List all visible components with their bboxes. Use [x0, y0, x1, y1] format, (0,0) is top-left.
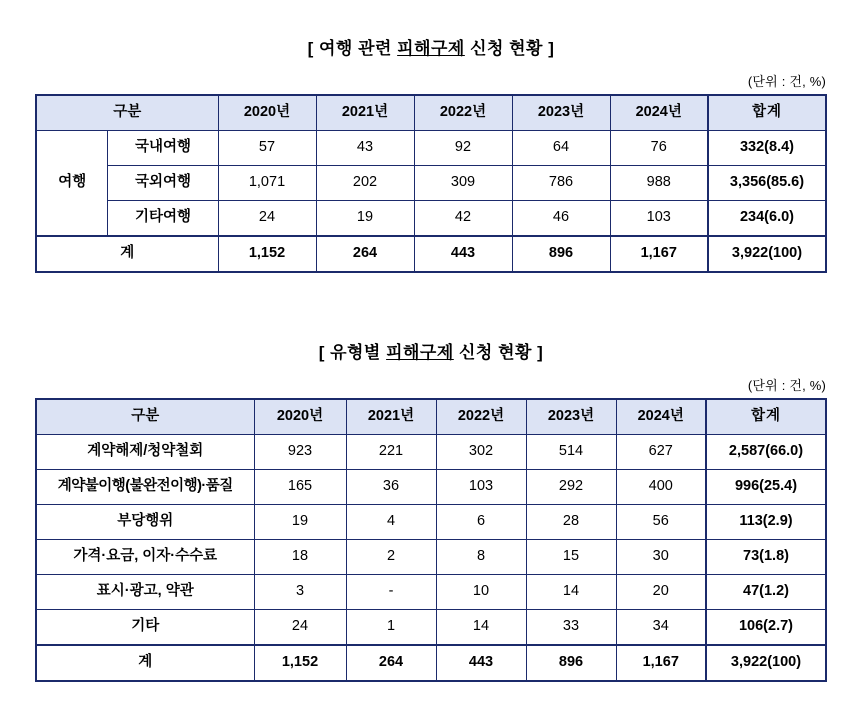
table-row	[36, 610, 826, 646]
cell-sum-2020: 1,152	[218, 236, 316, 272]
cell-contract-cancel-2021: 221	[346, 435, 436, 470]
cell-price-fee-total: 73(1.8)	[706, 540, 826, 575]
title-text-1: 여행 관련	[319, 39, 398, 58]
section-2-unit-note: (단위 : 건, %)	[747, 378, 826, 393]
cell-domestic-2021: 43	[316, 131, 414, 166]
cell-sum-2023: 896	[512, 236, 610, 272]
cell-domestic-total: 332(8.4)	[708, 131, 826, 166]
cell-overseas-2024: 988	[610, 166, 708, 201]
cell-nonperformance-2022: 103	[436, 470, 526, 505]
header-cell-2020: 2020년	[218, 95, 316, 131]
cell-labeling-ads-2022: 10	[436, 575, 526, 610]
cell-contract-cancel-2023: 514	[526, 435, 616, 470]
cell-nonperformance-2021: 36	[346, 470, 436, 505]
cell-overseas-2021: 202	[316, 166, 414, 201]
section-2-title	[0, 338, 862, 363]
table-header-row	[36, 399, 826, 435]
header-cell-2021: 2021년	[316, 95, 414, 131]
cell-sum-2022: 443	[414, 236, 512, 272]
cell-contract-cancel-2020: 923	[254, 435, 346, 470]
cell-etc-2024: 34	[616, 610, 706, 646]
header-cell-2023: 2023년	[512, 95, 610, 131]
table-row	[36, 505, 826, 540]
cell-price-fee-2024: 30	[616, 540, 706, 575]
cell-price-fee-2021: 2	[346, 540, 436, 575]
cell-price-fee-2023: 15	[526, 540, 616, 575]
cell-price-fee-2020: 18	[254, 540, 346, 575]
row-label-etc: 기타	[36, 610, 254, 646]
cell-etc-2021: 1	[346, 610, 436, 646]
row-label-sum-2: 계	[36, 645, 254, 681]
cell-sum2-total: 3,922(100)	[706, 645, 826, 681]
table-header-row	[36, 95, 826, 131]
cell-nonperformance-2020: 165	[254, 470, 346, 505]
group-label-travel: 여행	[36, 131, 108, 237]
cell-sum2-2024: 1,167	[616, 645, 706, 681]
cell-unfair-act-total: 113(2.9)	[706, 505, 826, 540]
cell-other-travel-2020: 24	[218, 201, 316, 237]
row-label-labeling-ads: 표시·광고, 약관	[36, 575, 254, 610]
cell-other-travel-2022: 42	[414, 201, 512, 237]
cell-domestic-2023: 64	[512, 131, 610, 166]
header-cell-2023-2: 2023년	[526, 399, 616, 435]
table-row	[36, 470, 826, 505]
type-relief-table-body	[36, 435, 826, 682]
cell-sum2-2023: 896	[526, 645, 616, 681]
cell-etc-2022: 14	[436, 610, 526, 646]
row-label-domestic: 국내여행	[108, 131, 218, 166]
title-text-4: 신청 현황	[453, 343, 532, 362]
title-bracket-open-2: [	[318, 343, 331, 362]
cell-labeling-ads-2021: -	[346, 575, 436, 610]
cell-overseas-2022: 309	[414, 166, 512, 201]
row-label-price-fee: 가격·요금, 이자·수수료	[36, 540, 254, 575]
cell-price-fee-2022: 8	[436, 540, 526, 575]
row-label-other-travel: 기타여행	[108, 201, 218, 237]
table-row	[36, 540, 826, 575]
cell-sum-2021: 264	[316, 236, 414, 272]
row-label-overseas: 국외여행	[108, 166, 218, 201]
row-label-nonperformance: 계약불이행(불완전이행)·품질	[36, 470, 254, 505]
header-cell-2024: 2024년	[610, 95, 708, 131]
row-label-unfair-act: 부당행위	[36, 505, 254, 540]
cell-etc-total: 106(2.7)	[706, 610, 826, 646]
cell-labeling-ads-2020: 3	[254, 575, 346, 610]
cell-etc-2023: 33	[526, 610, 616, 646]
header-cell-total-2: 합계	[706, 399, 826, 435]
table-row	[36, 166, 826, 201]
cell-contract-cancel-2022: 302	[436, 435, 526, 470]
cell-domestic-2022: 92	[414, 131, 512, 166]
cell-sum2-2021: 264	[346, 645, 436, 681]
cell-overseas-2023: 786	[512, 166, 610, 201]
section-type-relief	[0, 338, 862, 682]
header-cell-2022-2: 2022년	[436, 399, 526, 435]
title-bracket-close-2: ]	[531, 343, 544, 362]
title-underlined-1: 피해구제	[397, 39, 465, 58]
cell-sum2-2022: 443	[436, 645, 526, 681]
table-sum-row	[36, 645, 826, 681]
cell-labeling-ads-total: 47(1.2)	[706, 575, 826, 610]
cell-unfair-act-2023: 28	[526, 505, 616, 540]
cell-overseas-2020: 1,071	[218, 166, 316, 201]
cell-sum2-2020: 1,152	[254, 645, 346, 681]
cell-other-travel-2023: 46	[512, 201, 610, 237]
header-cell-total: 합계	[708, 95, 826, 131]
table-row	[36, 131, 826, 166]
cell-unfair-act-2022: 6	[436, 505, 526, 540]
cell-domestic-2024: 76	[610, 131, 708, 166]
header-cell-category: 구분	[36, 95, 218, 131]
row-label-sum: 계	[36, 236, 218, 272]
header-cell-2021-2: 2021년	[346, 399, 436, 435]
cell-unfair-act-2024: 56	[616, 505, 706, 540]
cell-contract-cancel-total: 2,587(66.0)	[706, 435, 826, 470]
section-1-title	[0, 34, 862, 59]
section-travel-relief	[0, 34, 862, 273]
cell-other-travel-total: 234(6.0)	[708, 201, 826, 237]
title-text-2: 신청 현황	[464, 39, 543, 58]
cell-other-travel-2021: 19	[316, 201, 414, 237]
header-cell-2024-2: 2024년	[616, 399, 706, 435]
type-relief-table	[35, 398, 827, 682]
title-text-3: 유형별	[330, 343, 387, 362]
cell-overseas-total: 3,356(85.6)	[708, 166, 826, 201]
travel-relief-table	[35, 94, 827, 273]
header-cell-category-2: 구분	[36, 399, 254, 435]
table-row	[36, 435, 826, 470]
cell-etc-2020: 24	[254, 610, 346, 646]
cell-nonperformance-total: 996(25.4)	[706, 470, 826, 505]
cell-sum-total: 3,922(100)	[708, 236, 826, 272]
cell-sum-2024: 1,167	[610, 236, 708, 272]
type-relief-table-head	[36, 399, 826, 435]
header-cell-2020-2: 2020년	[254, 399, 346, 435]
header-cell-2022: 2022년	[414, 95, 512, 131]
cell-labeling-ads-2024: 20	[616, 575, 706, 610]
cell-contract-cancel-2024: 627	[616, 435, 706, 470]
title-bracket-open: [	[307, 39, 319, 58]
title-bracket-close: ]	[542, 39, 555, 58]
section-1-unit-note: (단위 : 건, %)	[747, 74, 826, 89]
row-label-contract-cancel: 계약해제/청약철회	[36, 435, 254, 470]
table-row	[36, 575, 826, 610]
cell-labeling-ads-2023: 14	[526, 575, 616, 610]
cell-unfair-act-2020: 19	[254, 505, 346, 540]
table-row	[36, 201, 826, 237]
cell-unfair-act-2021: 4	[346, 505, 436, 540]
travel-relief-table-head	[36, 95, 826, 131]
cell-nonperformance-2023: 292	[526, 470, 616, 505]
title-underlined-2: 피해구제	[386, 343, 454, 362]
cell-nonperformance-2024: 400	[616, 470, 706, 505]
travel-relief-table-body	[36, 131, 826, 273]
table-sum-row	[36, 236, 826, 272]
cell-other-travel-2024: 103	[610, 201, 708, 237]
cell-domestic-2020: 57	[218, 131, 316, 166]
